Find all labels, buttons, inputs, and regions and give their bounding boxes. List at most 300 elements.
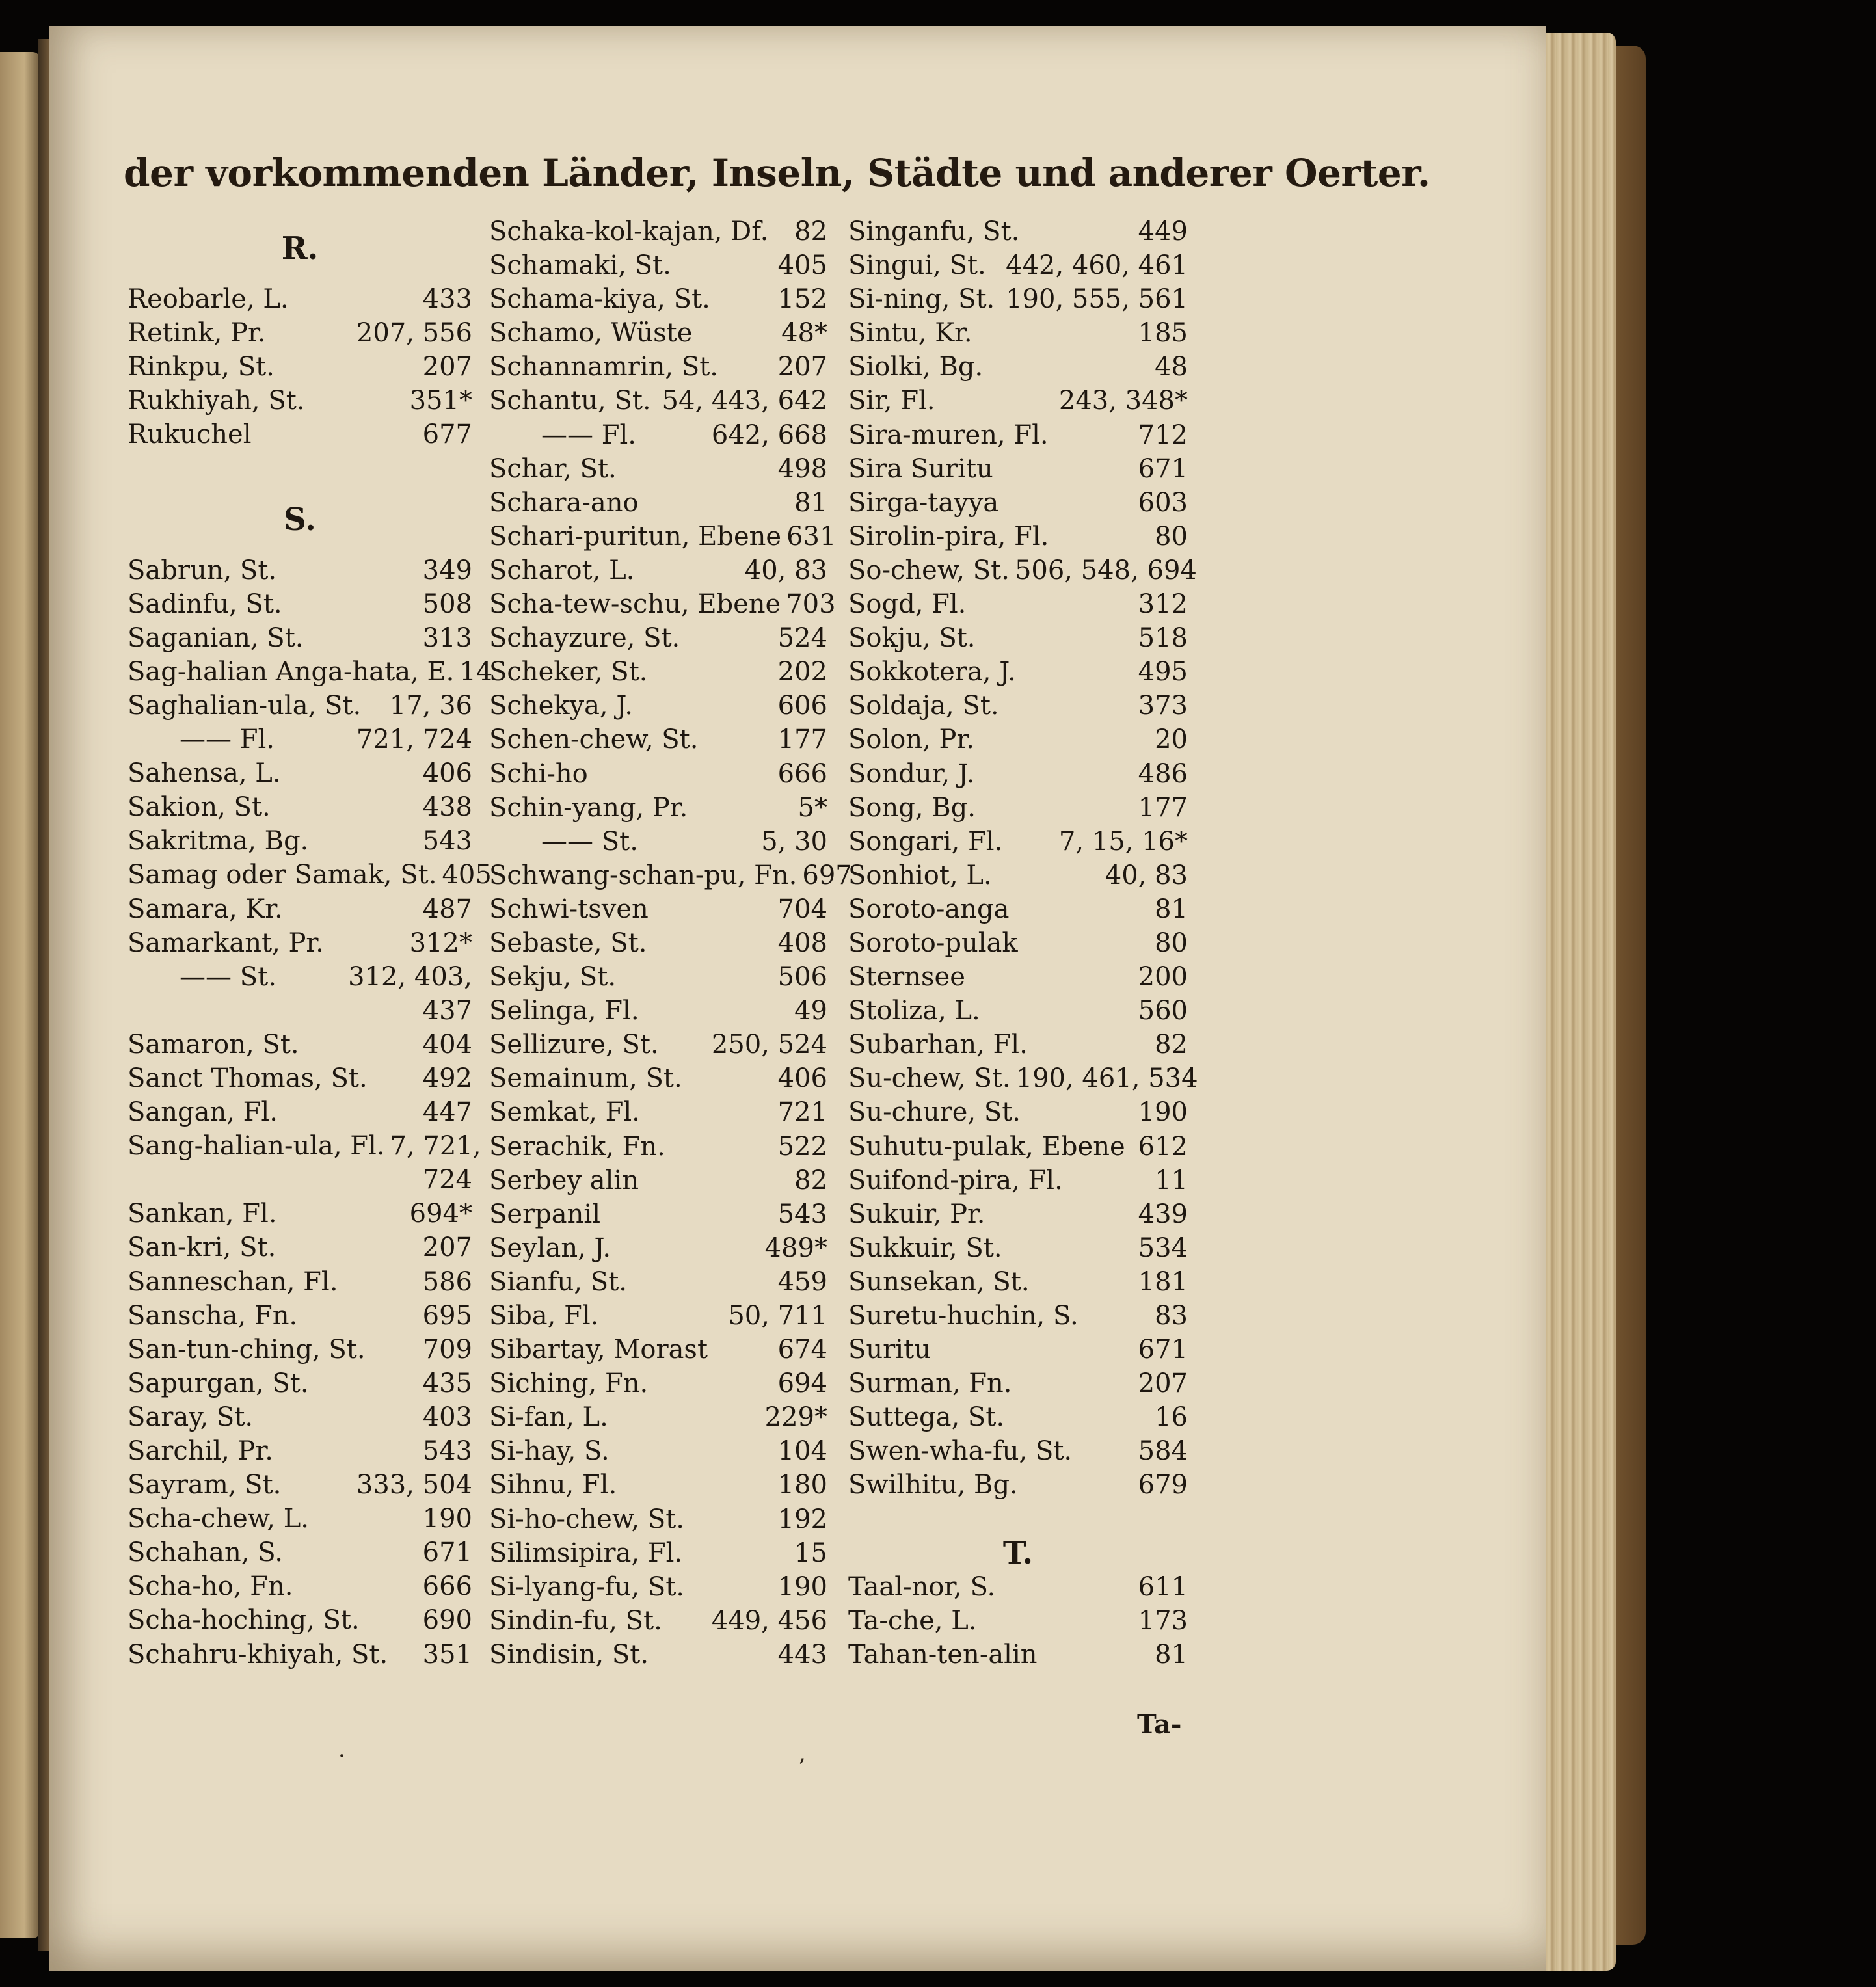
entry-term: Song, Bg. [848,792,976,823]
entry-pages: 724 [422,1165,472,1195]
entry-pages: 81 [1155,1639,1188,1670]
entry-pages: 405 [442,860,492,890]
entry-term: Reobarle, L. [127,284,289,314]
index-entry [127,1197,472,1231]
entry-pages: 40, 83 [744,555,827,585]
entry-pages: 192 [777,1504,827,1534]
index-entry [848,757,1188,791]
index-entry [127,553,472,587]
entry-pages: 584 [1138,1436,1188,1467]
index-entry [848,1299,1188,1333]
entry-pages: 671 [422,1538,472,1568]
entry-term: Sahensa, L. [127,758,281,789]
entry-term: Samara, Kr. [127,894,283,924]
entry-term: Serachik, Fn. [489,1131,665,1162]
section-letter: R. [281,230,319,267]
index-entry [848,926,1188,960]
index-entry [489,1468,827,1502]
entry-pages: 721, 724 [356,725,472,755]
entry-pages: 642, 668 [711,420,827,450]
index-entry [127,1028,472,1061]
entry-pages: 200 [1138,962,1188,993]
entry-term: Sira Suritu [848,453,993,484]
entry-term: So-chew, St. [848,555,1010,585]
entry-pages: 694 [777,1368,827,1399]
entry-pages: 498 [777,453,827,484]
entry-term: Sag-halian Anga-hata, E. [127,656,455,687]
entry-pages: 709 [422,1334,472,1365]
entry-pages: 190 [1138,1097,1188,1128]
entry-term: Siolki, Bg. [848,352,984,382]
entry-term: Soldaja, St. [848,691,999,721]
index-entry [848,621,1188,655]
entry-term: Schin-yang, Pr. [489,792,688,823]
entry-term: Songari, Fl. [848,826,1003,857]
entry-term: Sabrun, St. [127,555,277,585]
entry-pages: 704 [777,894,827,924]
index-entry [848,1468,1188,1502]
index-column-2 [489,215,852,1672]
index-entry [489,926,827,960]
entry-pages: 333, 504 [356,1470,472,1500]
index-entry [489,520,837,553]
entry-term: Sanct Thomas, St. [127,1063,368,1093]
index-entry [848,1061,1198,1095]
entry-term: Schara-ano [489,487,639,518]
index-entry [848,825,1188,859]
entry-pages: 17, 36 [389,690,472,721]
index-entry [127,1095,472,1129]
entry-pages: 534 [1138,1233,1188,1263]
entry-pages: 177 [1138,792,1188,823]
entry-term: Sibartay, Morast [489,1335,708,1365]
entry-pages: 177 [777,725,827,755]
entry-pages: 20 [1155,725,1188,755]
entry-pages: 104 [777,1436,827,1467]
entry-pages: 229* [764,1402,827,1433]
entry-pages: 508 [422,589,472,619]
index-entry [489,553,827,587]
index-entry [127,1434,472,1468]
entry-pages: 54, 443, 642 [662,386,827,416]
entry-pages: 14 [459,656,493,687]
index-entry [489,316,827,350]
entry-pages: 83 [1155,1301,1188,1331]
entry-term: Sakritma, Bg. [127,826,309,857]
entry-pages: 404 [422,1029,472,1060]
catchword: Ta- [1137,1709,1182,1740]
entry-pages: 486 [1138,758,1188,789]
entry-pages: 82 [794,1165,827,1195]
index-entry [489,1434,827,1468]
entry-term: Singui, St. [848,250,986,281]
entry-term: Si-fan, L. [489,1402,608,1433]
entry-term: Sang-halian-ula, Fl. [127,1131,385,1162]
entry-pages: 522 [777,1131,827,1162]
index-entry [127,756,472,790]
entry-pages: 202 [777,657,827,687]
index-entry [127,689,472,723]
index-entry [489,1638,827,1672]
entry-pages: 207 [1138,1368,1188,1399]
entry-pages: 586 [422,1266,472,1297]
entry-pages: 518 [1138,623,1188,654]
entry-term: Swen-wha-fu, St. [848,1436,1073,1467]
index-entry [489,248,827,282]
entry-term: Suretu-huchin, S. [848,1301,1079,1331]
entry-term: Sangan, Fl. [127,1097,278,1128]
entry-pages: 449, 456 [711,1605,827,1636]
entry-term: Suifond-pira, Fl. [848,1165,1063,1195]
entry-pages: 5* [797,792,827,823]
entry-pages: 81 [794,487,827,518]
entry-term: Sunsekan, St. [848,1266,1030,1297]
entry-term: Schen-chew, St. [489,725,699,755]
index-entry [489,689,827,723]
index-entry [489,350,827,384]
entry-pages: 679 [1138,1470,1188,1500]
entry-term: —— St. [541,826,638,857]
entry-pages: 312* [409,927,472,958]
entry-pages: 442, 460, 461 [1006,250,1188,281]
facing-page-edge [0,52,40,1938]
entry-term: Semainum, St. [489,1063,682,1094]
index-entry [127,1231,472,1264]
entry-term: Schahan, S. [127,1538,283,1568]
index-entry [489,452,827,486]
index-entry [489,1164,827,1197]
index-entry [848,316,1188,350]
entry-pages: 437 [422,995,472,1026]
entry-pages: 543 [777,1199,827,1229]
index-entry [127,926,472,960]
entry-term: Sonhiot, L. [848,860,992,890]
index-entry [489,587,836,621]
index-entry [489,384,827,418]
index-entry [489,418,827,452]
entry-term: Schi-ho [489,758,588,789]
entry-pages: 7, 15, 16* [1058,826,1188,857]
entry-term: Si-ho-chew, St. [489,1504,685,1534]
entry-term: Saganian, St. [127,622,304,653]
entry-term: Scha-ho, Fn. [127,1571,293,1602]
entry-term: Sayram, St. [127,1470,282,1500]
entry-term: Siching, Fn. [489,1368,649,1399]
entry-term: San-kri, St. [127,1233,276,1263]
entry-pages: 612 [1138,1131,1188,1162]
entry-term: Schannamrin, St. [489,352,719,382]
index-entry [489,486,827,520]
entry-term: Serbey alin [489,1165,639,1195]
entry-term: Su-chure, St. [848,1097,1021,1128]
index-entry [848,1570,1188,1604]
entry-term: Sellizure, St. [489,1030,659,1060]
index-entry [489,723,827,756]
index-entry [848,1638,1188,1672]
index-entry [127,1569,472,1603]
entry-pages: 433 [422,284,472,314]
entry-term: Sekju, St. [489,962,617,993]
entry-pages: 405 [777,250,827,281]
entry-term: Sokju, St. [848,623,976,654]
entry-pages: 80 [1155,927,1188,958]
entry-term: Soroto-anga [848,894,1010,924]
entry-pages: 7, 721, [390,1131,481,1162]
index-entry [848,520,1188,553]
entry-term: Ta-che, L. [848,1605,977,1636]
entry-term: Samarkant, Pr. [127,927,324,958]
entry-pages: 351* [409,386,472,416]
entry-term: Sebaste, St. [489,927,647,958]
entry-pages: 50, 711 [728,1301,827,1331]
index-column-3 [848,215,1198,1672]
index-entry [127,1603,472,1637]
index-entry [848,452,1188,486]
entry-pages: 506 [777,962,827,993]
entry-pages: 495 [1138,657,1188,687]
index-entry [489,1333,827,1367]
entry-term: Sihnu, Fl. [489,1470,617,1500]
entry-pages: 543 [422,1436,472,1466]
index-entry [848,282,1188,316]
index-entry [848,892,1188,926]
entry-term: Sianfu, St. [489,1266,627,1297]
index-entry [127,418,472,451]
index-entry [489,1604,827,1638]
index-entry [127,316,472,350]
entry-pages: 438 [422,792,472,823]
entry-term: Schama-kiya, St. [489,284,710,315]
index-entry [848,723,1188,756]
entry-term: Rinkpu, St. [127,352,275,382]
entry-pages: 351 [422,1639,472,1670]
entry-term: Stoliza, L. [848,996,980,1026]
index-entry [489,655,827,689]
entry-pages: 671 [1138,1335,1188,1365]
entry-term: San-tun-ching, St. [127,1334,366,1365]
entry-term: Schamo, Wüste [489,318,693,349]
index-entry [489,1130,827,1164]
index-entry [848,655,1188,689]
index-entry [489,825,827,859]
entry-term: Schahru-khiyah, St. [127,1639,388,1670]
entry-pages: 631 [786,521,837,552]
entry-term: Siba, Fl. [489,1301,599,1331]
entry-term: Sukuir, Pr. [848,1199,985,1229]
entry-pages: 443 [777,1639,827,1670]
index-entry [848,1265,1188,1299]
index-entry [489,1095,827,1129]
entry-pages: 15 [794,1538,827,1568]
entry-pages: 489* [764,1233,827,1263]
index-entry [489,282,827,316]
index-entry [127,960,472,994]
entry-term: Sanscha, Fn. [127,1300,298,1331]
entry-term: Si-ning, St. [848,284,995,315]
entry-term: Saray, St. [127,1402,254,1432]
index-entry [848,791,1188,825]
entry-pages: 312 [1138,589,1188,620]
index-entry [848,1095,1188,1129]
entry-pages: 190 [422,1504,472,1534]
entry-term: Sirga-tayya [848,487,999,518]
entry-term: Semkat, Fl. [489,1097,640,1128]
entry-pages: 185 [1138,318,1188,349]
index-entry [489,1570,827,1604]
index-entry [489,1367,827,1400]
index-entry [848,859,1188,892]
index-entry [489,757,827,791]
entry-term: Rukuchel [127,420,252,450]
entry-term: Sarchil, Pr. [127,1436,273,1466]
index-entry [127,723,472,756]
entry-term: Subarhan, Fl. [848,1030,1028,1060]
entry-term: Singanfu, St. [848,217,1020,247]
entry-term: Rukhiyah, St. [127,386,305,416]
index-entry [489,960,827,994]
entry-term: Sindin-fu, St. [489,1605,662,1636]
entry-term: Retink, Pr. [127,318,266,349]
entry-term: —— St. [180,961,276,992]
entry-pages: 49 [794,996,827,1026]
entry-pages: 243, 348* [1058,386,1188,416]
index-entry [127,824,472,858]
entry-pages: 11 [1155,1165,1188,1195]
ink-speck: , [799,1740,806,1767]
entry-term: Selinga, Fl. [489,996,639,1026]
index-entry [127,384,472,418]
entry-term: Sirolin-pira, Fl. [848,521,1049,552]
entry-term: Schar, St. [489,453,617,484]
entry-pages: 40, 83 [1105,860,1188,890]
entry-term: Tahan-ten-alin [848,1639,1038,1670]
index-entry [489,859,852,892]
index-entry [848,248,1188,282]
entry-term: Samaron, St. [127,1029,299,1060]
index-entry [848,1028,1188,1061]
entry-pages: 492 [422,1063,472,1093]
page-header: der vorkommenden Länder, Inseln, Städte und anderer Oerter. [124,151,1430,195]
index-entry [127,587,472,621]
entry-pages: 152 [777,284,827,315]
entry-term: Sokkotera, J. [848,657,1016,687]
entry-term: Sir, Fl. [848,386,935,416]
entry-pages: 408 [777,927,827,958]
entry-pages: 48* [781,318,827,349]
entry-term: Sapurgan, St. [127,1368,309,1398]
index-entry [848,418,1188,452]
entry-term: Surman, Fn. [848,1368,1012,1399]
entry-pages: 677 [422,420,472,450]
entry-pages: 406 [422,758,472,789]
entry-pages: 487 [422,894,472,924]
entry-term: Schantu, St. [489,386,651,416]
index-entry [127,1400,472,1434]
index-entry [489,1400,827,1434]
index-entry [848,215,1188,248]
section-letter: S. [284,501,316,538]
index-entry [127,994,472,1028]
index-entry [489,1536,827,1570]
index-entry [848,1367,1188,1400]
entry-pages: 694* [409,1199,472,1229]
entry-term: Scha-hoching, St. [127,1605,360,1636]
entry-term: —— Fl. [541,420,636,450]
entry-pages: 373 [1138,691,1188,721]
entry-term: Suhutu-pulak, Ebene [848,1131,1125,1162]
entry-term: Schayzure, St. [489,623,680,654]
entry-pages: 459 [777,1266,827,1297]
entry-term: Solon, Pr. [848,725,974,755]
entry-pages: 524 [777,623,827,654]
entry-term: Si-hay, S. [489,1436,610,1467]
entry-pages: 207, 556 [356,318,472,349]
index-entry [848,1130,1188,1164]
entry-term: Suttega, St. [848,1402,1005,1433]
index-entry [127,790,472,824]
entry-pages: 5, 30 [761,826,827,857]
entry-pages: 190, 555, 561 [1006,284,1188,315]
index-entry [848,350,1188,384]
entry-pages: 80 [1155,521,1188,552]
index-entry [848,689,1188,723]
index-entry [848,1502,1188,1536]
index-entry [127,1638,472,1672]
entry-pages: 603 [1138,487,1188,518]
entry-term: Schamaki, St. [489,250,671,281]
entry-pages: 439 [1138,1199,1188,1229]
index-entry [127,1536,472,1569]
entry-pages: 190, 461, 534 [1015,1063,1198,1094]
entry-term: Scha-chew, L. [127,1504,309,1534]
entry-term: Soroto-pulak [848,927,1018,958]
index-entry [848,553,1197,587]
entry-pages: 666 [777,758,827,789]
entry-pages: 674 [777,1335,827,1365]
entry-term: Scheker, St. [489,657,648,687]
entry-term: Sogd, Fl. [848,589,967,620]
entry-term: Sadinfu, St. [127,589,282,619]
entry-pages: 447 [422,1097,472,1128]
entry-term: Saghalian-ula, St. [127,690,362,721]
ink-speck: · [338,1743,345,1769]
entry-pages: 560 [1138,996,1188,1026]
index-entry [489,1299,827,1333]
section-letter: T. [1002,1534,1034,1571]
index-entry [848,1333,1188,1367]
entry-term: Si-lyang-fu, St. [489,1571,685,1602]
index-entry [127,858,492,892]
entry-pages: 48 [1155,352,1188,382]
index-entry [489,621,827,655]
entry-term: Schaka-kol-kajan, Df. [489,217,769,247]
entry-term: Silimsipira, Fl. [489,1538,683,1568]
entry-term: Suritu [848,1335,931,1365]
index-entry [127,1061,472,1095]
entry-pages: 543 [422,826,472,857]
entry-term: Schwi-tsven [489,894,649,924]
entry-term: Sternsee [848,962,965,993]
entry-term: Swilhitu, Bg. [848,1470,1018,1500]
index-entry [127,1367,472,1400]
index-entry [127,1265,472,1299]
entry-term: Taal-nor, S. [848,1571,996,1602]
index-entry [127,655,493,689]
index-entry [127,621,472,655]
entry-pages: 82 [1155,1030,1188,1060]
entry-pages: 312, 403, [348,961,472,992]
index-entry [848,994,1188,1028]
